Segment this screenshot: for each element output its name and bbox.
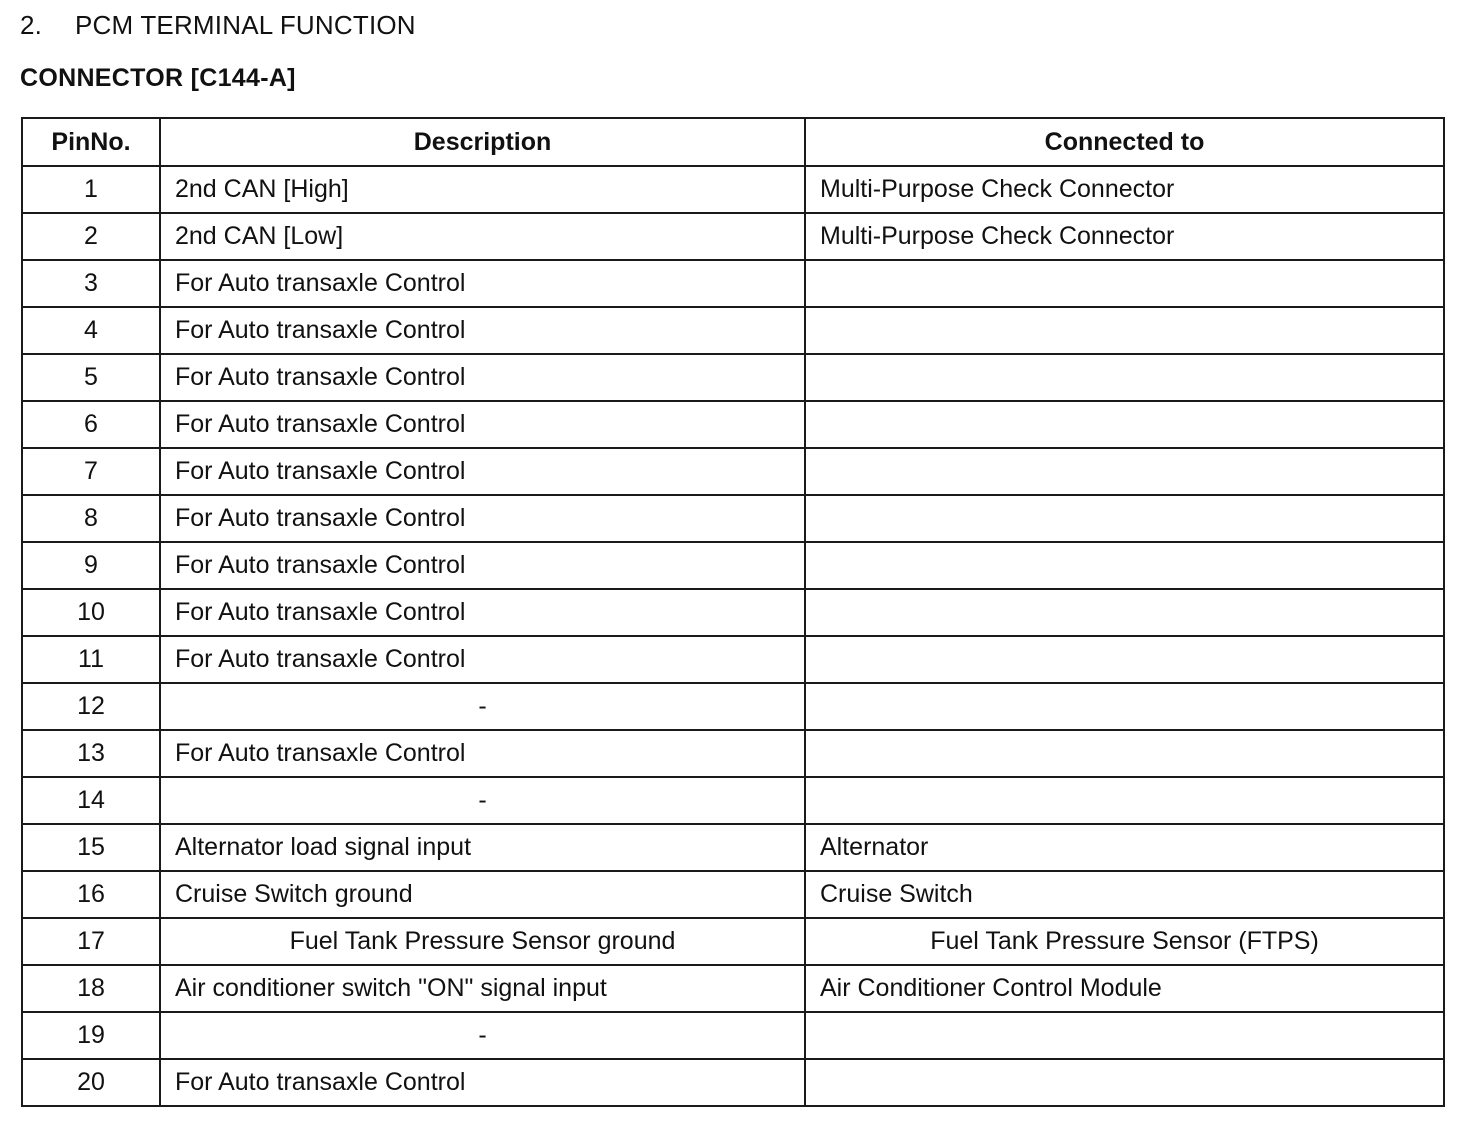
description-cell: Alternator load signal input: [160, 824, 805, 871]
description-cell: -: [160, 1012, 805, 1059]
pin-number-cell: 16: [22, 871, 160, 918]
description-cell: For Auto transaxle Control: [160, 1059, 805, 1106]
connected-to-cell: Air Conditioner Control Module: [805, 965, 1444, 1012]
table-row: [22, 871, 1444, 918]
table-row: [22, 824, 1444, 871]
table-row: [22, 213, 1444, 260]
pin-number-cell: 13: [22, 730, 160, 777]
description-cell: For Auto transaxle Control: [160, 401, 805, 448]
connected-to-cell: [805, 495, 1444, 542]
pin-number-cell: 20: [22, 1059, 160, 1106]
description-cell: For Auto transaxle Control: [160, 542, 805, 589]
connected-to-cell: [805, 589, 1444, 636]
connected-to-cell: Cruise Switch: [805, 871, 1444, 918]
connected-to-cell: [805, 260, 1444, 307]
description-cell: Air conditioner switch "ON" signal input: [160, 965, 805, 1012]
description-cell: For Auto transaxle Control: [160, 354, 805, 401]
connected-to-cell: Multi-Purpose Check Connector: [805, 166, 1444, 213]
description-cell: Fuel Tank Pressure Sensor ground: [160, 918, 805, 965]
table-row: [22, 730, 1444, 777]
table-body: [22, 166, 1444, 1106]
table-header-row: [22, 118, 1444, 166]
connected-to-cell: [805, 401, 1444, 448]
description-cell: -: [160, 777, 805, 824]
pin-number-cell: 15: [22, 824, 160, 871]
connected-to-cell: [805, 1012, 1444, 1059]
header-pin: PinNo.: [22, 118, 160, 166]
connected-to-cell: [805, 730, 1444, 777]
pin-number-cell: 8: [22, 495, 160, 542]
pin-number-cell: 1: [22, 166, 160, 213]
table-row: [22, 354, 1444, 401]
table-row: [22, 683, 1444, 730]
connected-to-cell: Multi-Purpose Check Connector: [805, 213, 1444, 260]
section-title: PCM TERMINAL FUNCTION: [75, 10, 416, 40]
connected-to-cell: [805, 448, 1444, 495]
description-cell: Cruise Switch ground: [160, 871, 805, 918]
table-row: [22, 542, 1444, 589]
table-row: [22, 166, 1444, 213]
description-cell: -: [160, 683, 805, 730]
pin-number-cell: 4: [22, 307, 160, 354]
pin-number-cell: 10: [22, 589, 160, 636]
connector-title: CONNECTOR [C144-A]: [20, 64, 296, 92]
pin-function-table: [21, 117, 1445, 1107]
section-number: 2.: [20, 10, 43, 40]
pin-number-cell: 3: [22, 260, 160, 307]
table-row: [22, 495, 1444, 542]
connected-to-cell: Alternator: [805, 824, 1444, 871]
header-description: Description: [160, 118, 805, 166]
table-row: [22, 1059, 1444, 1106]
table-row: [22, 1012, 1444, 1059]
description-cell: For Auto transaxle Control: [160, 636, 805, 683]
description-cell: For Auto transaxle Control: [160, 589, 805, 636]
pin-number-cell: 19: [22, 1012, 160, 1059]
connected-to-cell: [805, 683, 1444, 730]
pin-number-cell: 11: [22, 636, 160, 683]
table-row: [22, 636, 1444, 683]
description-cell: For Auto transaxle Control: [160, 307, 805, 354]
description-cell: For Auto transaxle Control: [160, 260, 805, 307]
connected-to-cell: [805, 542, 1444, 589]
connected-to-cell: [805, 1059, 1444, 1106]
connected-to-cell: [805, 307, 1444, 354]
pin-number-cell: 17: [22, 918, 160, 965]
description-cell: 2nd CAN [High]: [160, 166, 805, 213]
pin-number-cell: 12: [22, 683, 160, 730]
pin-number-cell: 9: [22, 542, 160, 589]
connected-to-cell: Fuel Tank Pressure Sensor (FTPS): [805, 918, 1444, 965]
pin-number-cell: 6: [22, 401, 160, 448]
table-row: [22, 448, 1444, 495]
table-row: [22, 260, 1444, 307]
description-cell: For Auto transaxle Control: [160, 495, 805, 542]
description-cell: 2nd CAN [Low]: [160, 213, 805, 260]
section-heading: [20, 10, 416, 41]
connected-to-cell: [805, 636, 1444, 683]
connected-to-cell: [805, 354, 1444, 401]
pin-number-cell: 5: [22, 354, 160, 401]
description-cell: For Auto transaxle Control: [160, 448, 805, 495]
description-cell: For Auto transaxle Control: [160, 730, 805, 777]
connected-to-cell: [805, 777, 1444, 824]
table-row: [22, 589, 1444, 636]
table-row: [22, 918, 1444, 965]
pin-number-cell: 14: [22, 777, 160, 824]
table-row: [22, 965, 1444, 1012]
pin-number-cell: 2: [22, 213, 160, 260]
header-connected-to: Connected to: [805, 118, 1444, 166]
pin-number-cell: 18: [22, 965, 160, 1012]
table-row: [22, 777, 1444, 824]
pin-number-cell: 7: [22, 448, 160, 495]
table-row: [22, 307, 1444, 354]
table-row: [22, 401, 1444, 448]
